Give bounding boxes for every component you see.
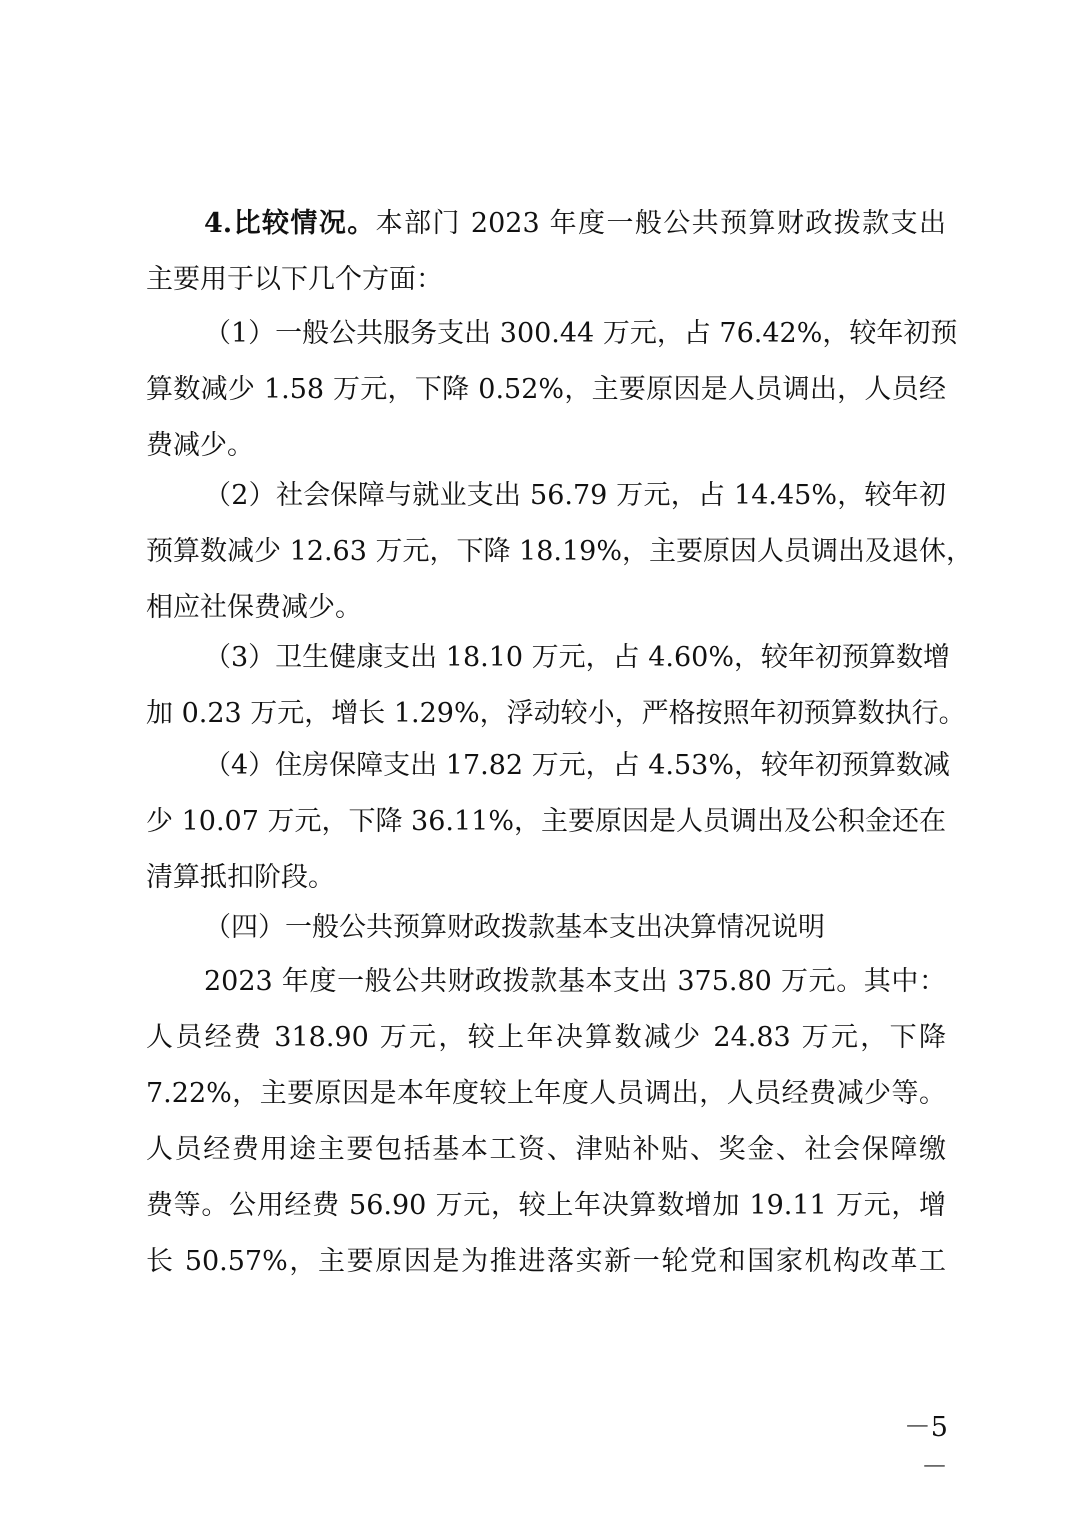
paragraph-basic-expenditure	[146, 954, 946, 1290]
text-line: 算数减少 1.58 万元，下降 0.52%，主要原因是人员调出，人员经	[146, 374, 946, 405]
text-line	[146, 196, 946, 252]
text-line: 少 10.07 万元，下降 36.11%，主要原因是人员调出及公积金还在	[146, 806, 946, 837]
paragraph-item-2	[146, 468, 973, 636]
text-line: （3）卫生健康支出 18.10 万元，占 4.60%，较年初预算数增	[204, 642, 950, 673]
section-label: 4.比较情况。	[204, 208, 376, 239]
text-line: 相应社保费减少。	[146, 592, 362, 623]
text-line: （2）社会保障与就业支出 56.79 万元，占 14.45%，较年初	[204, 480, 946, 511]
text-line: （4）住房保障支出 17.82 万元，占 4.53%，较年初预算数减	[204, 750, 950, 781]
text-line: 费减少。	[146, 430, 254, 461]
text-line: 主要用于以下几个方面：	[146, 264, 443, 295]
text-line: 加 0.23 万元，增长 1.29%，浮动较小，严格按照年初预算数执行。	[146, 698, 966, 729]
paragraph-item-3	[146, 630, 966, 742]
text-line-rest: 本部门 2023 年度一般公共预算财政拨款支出	[375, 208, 946, 239]
paragraph-item-4	[146, 738, 950, 906]
text-line: （1）一般公共服务支出 300.44 万元，占 76.42%，较年初预	[204, 318, 958, 349]
paragraph-comparison-intro	[146, 196, 946, 308]
section-heading: （四）一般公共预算财政拨款基本支出决算情况说明	[204, 912, 825, 943]
text-line: 预算数减少 12.63 万元，下降 18.19%，主要原因人员调出及退休，	[146, 536, 973, 567]
text-line: 费等。公用经费 56.90 万元，较上年决算数增加 19.11 万元，增	[146, 1190, 946, 1221]
text-line: 人员经费 318.90 万元，较上年决算数减少 24.83 万元，下降	[146, 1022, 946, 1053]
text-line: 人员经费用途主要包括基本工资、津贴补贴、奖金、社会保障缴	[146, 1134, 946, 1165]
text-line: 7.22%，主要原因是本年度较上年度人员调出，人员经费减少等。	[146, 1078, 946, 1109]
paragraph-item-1	[146, 306, 958, 474]
text-line: 2023 年度一般公共财政拨款基本支出 375.80 万元。其中：	[204, 966, 946, 997]
text-line: 清算抵扣阶段。	[146, 862, 335, 893]
text-line: 长 50.57%，主要原因是为推进落实新一轮党和国家机构改革工	[146, 1246, 946, 1277]
page-number: －5－	[903, 1412, 948, 1483]
section-heading-4	[146, 900, 946, 956]
